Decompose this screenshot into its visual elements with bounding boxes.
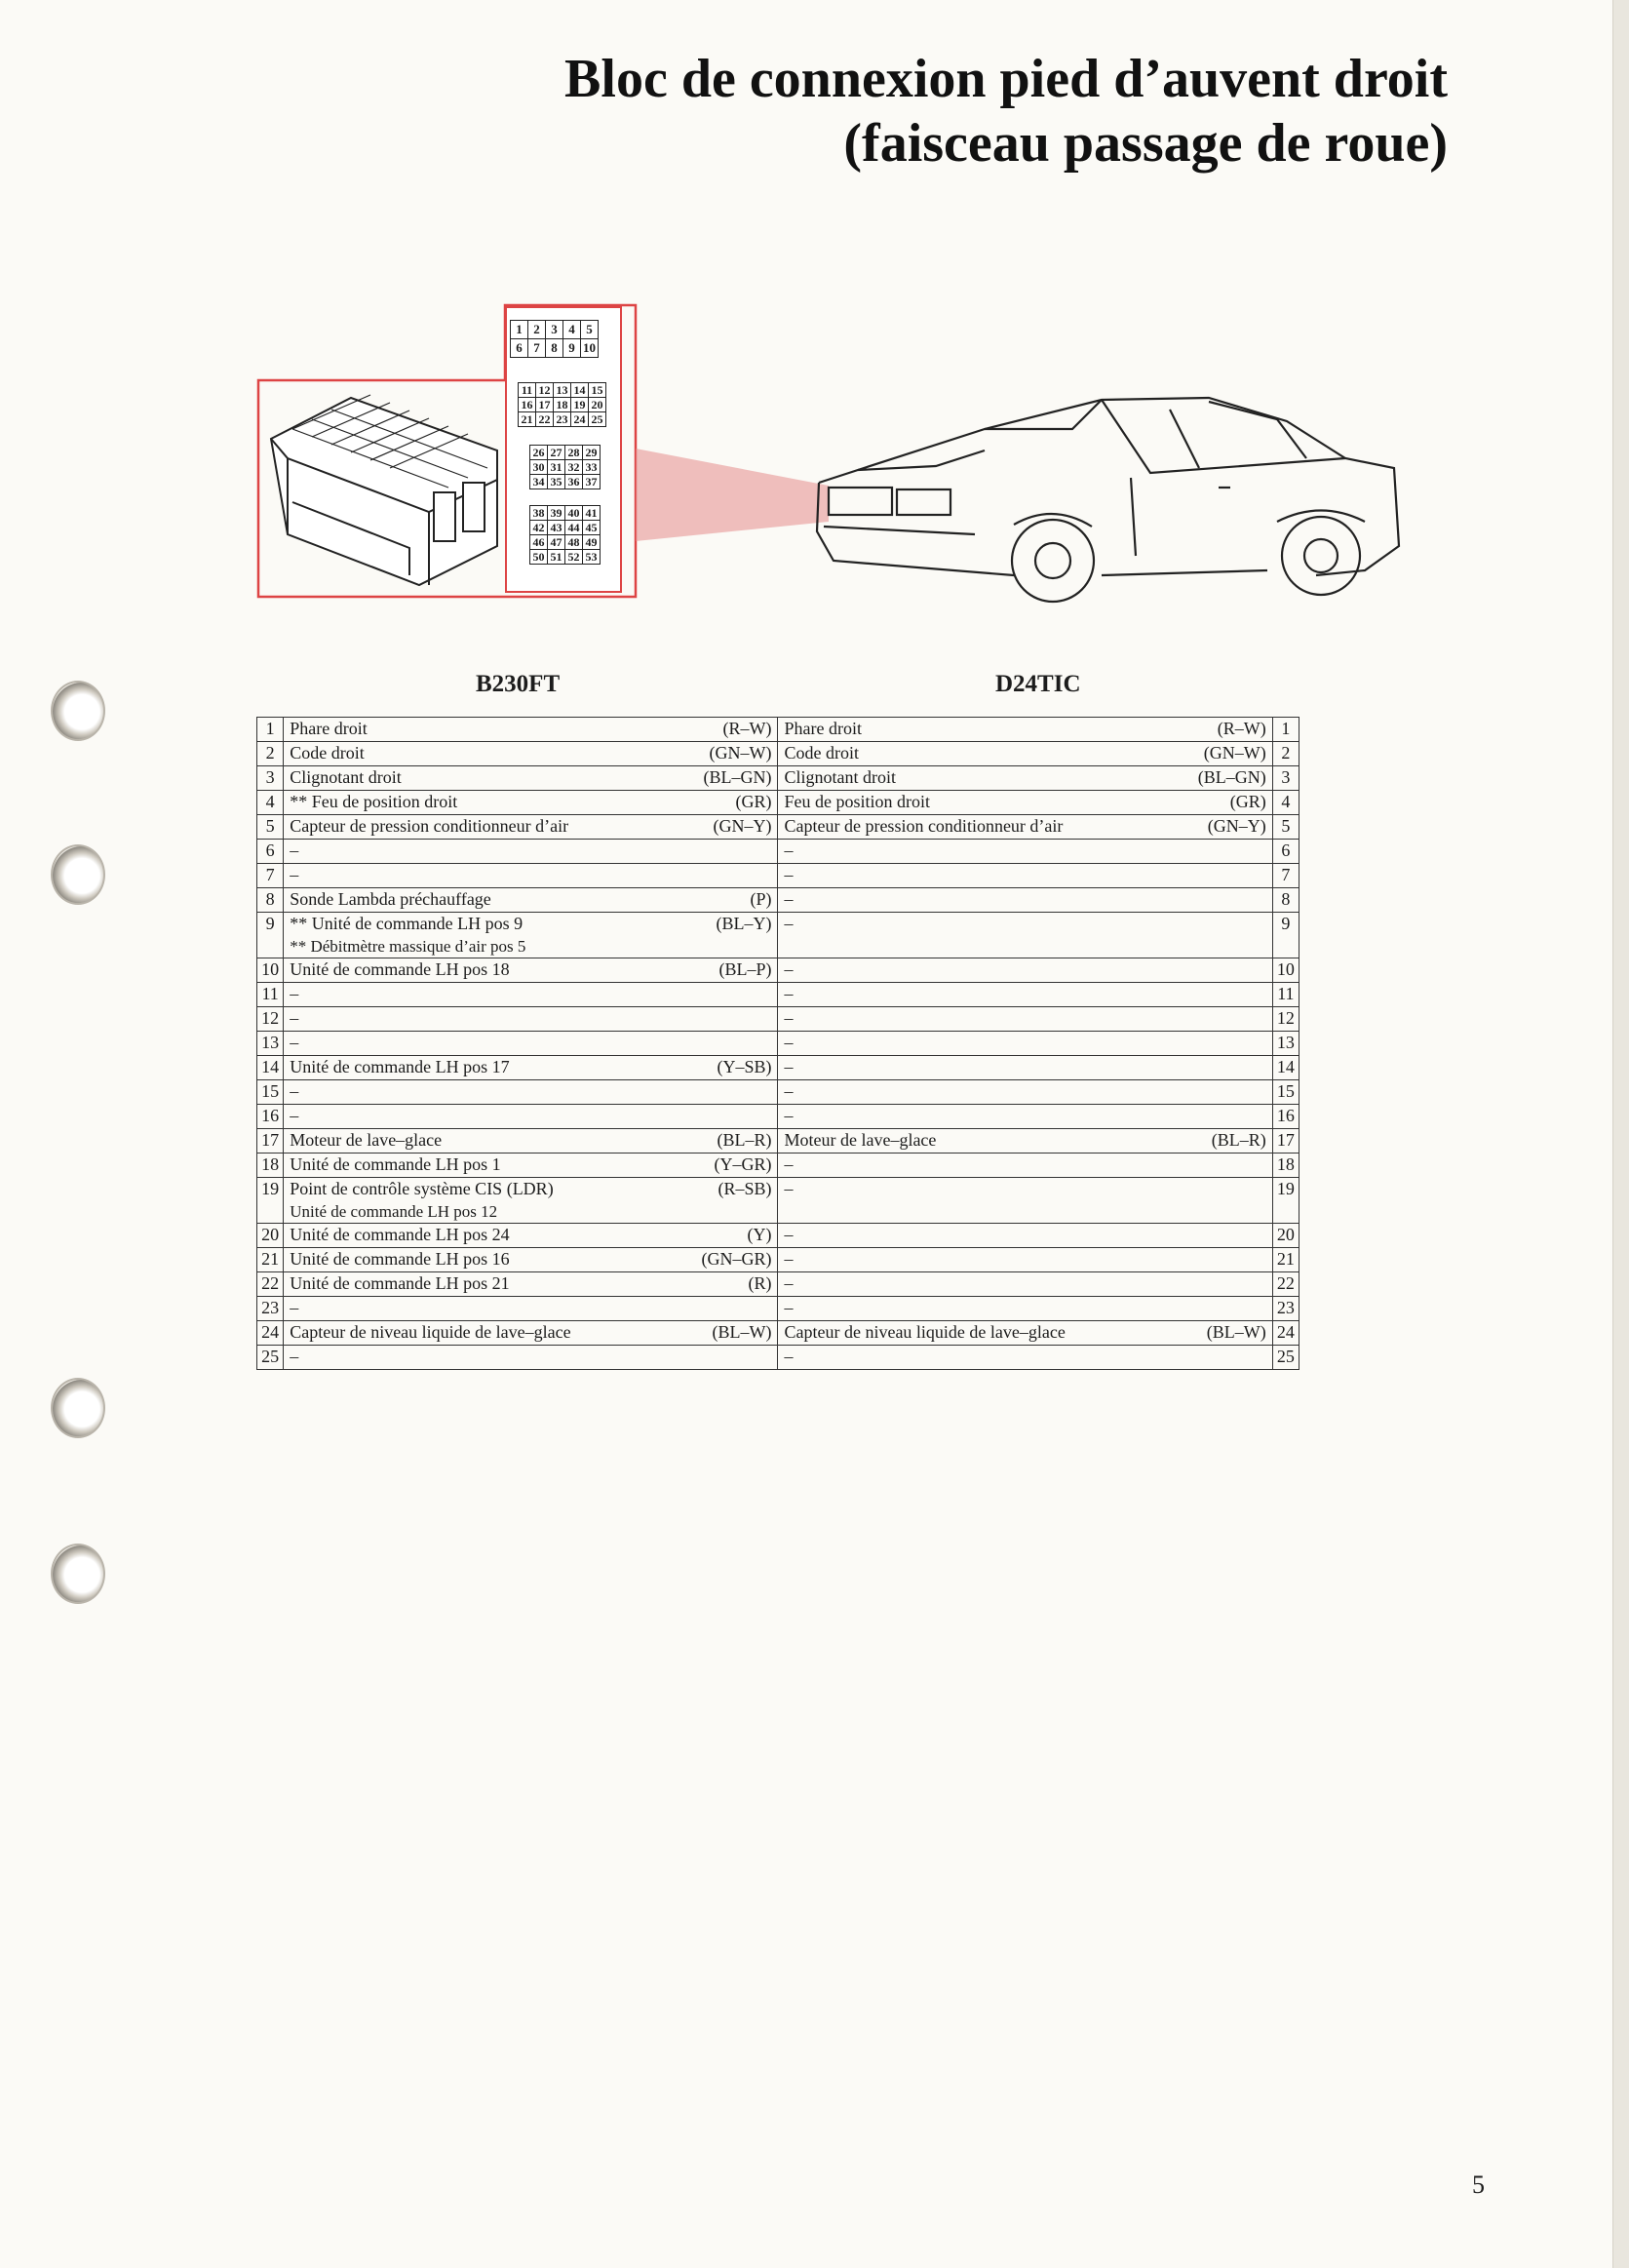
pin: 47 <box>548 535 565 550</box>
pin: 32 <box>565 460 583 475</box>
pin-number-right: 17 <box>1272 1129 1299 1154</box>
cell-left-text: – <box>290 1347 299 1366</box>
cell-right-code: (GR) <box>1229 792 1266 811</box>
table-row <box>257 1105 1299 1129</box>
cell-left <box>284 1032 778 1056</box>
cell-left-sub: ** Débitmètre massique d’air pos 5 <box>290 937 526 956</box>
car-drawing <box>817 398 1399 602</box>
pin: 10 <box>581 339 599 358</box>
cell-right-text: – <box>784 1057 794 1076</box>
pin: 9 <box>563 339 581 358</box>
cell-left <box>284 1056 778 1080</box>
cell-right-code: (BL–GN) <box>1197 767 1266 787</box>
cell-left-code: (BL–Y) <box>716 914 772 933</box>
cell-right-code: (BL–R) <box>1211 1130 1266 1150</box>
pin-number-right: 12 <box>1272 1007 1299 1032</box>
cell-left <box>284 1080 778 1105</box>
cell-left <box>284 1154 778 1178</box>
table-row <box>257 766 1299 791</box>
cell-left-text: Code droit <box>290 743 365 763</box>
pin-number-right: 2 <box>1272 742 1299 766</box>
pin-number-right: 7 <box>1272 864 1299 888</box>
cell-left <box>284 1346 778 1370</box>
cell-right-text: – <box>784 1179 794 1198</box>
table-row <box>257 840 1299 864</box>
pin-number-left: 2 <box>257 742 284 766</box>
pin-number-left: 20 <box>257 1224 284 1248</box>
table-row <box>257 1080 1299 1105</box>
cell-right <box>778 766 1272 791</box>
pin-number-left: 25 <box>257 1346 284 1370</box>
pin: 8 <box>546 339 563 358</box>
pin-number-right: 15 <box>1272 1080 1299 1105</box>
cell-right <box>778 1056 1272 1080</box>
binder-hole <box>51 1378 105 1438</box>
cell-left <box>284 1248 778 1272</box>
pin-number-right: 18 <box>1272 1154 1299 1178</box>
cell-right-text: – <box>784 1249 794 1269</box>
pin: 38 <box>530 506 548 521</box>
cell-left <box>284 718 778 742</box>
cell-left <box>284 1224 778 1248</box>
cell-right-text: – <box>784 1273 794 1293</box>
table-row <box>257 718 1299 742</box>
pin-number-left: 6 <box>257 840 284 864</box>
pin: 28 <box>565 446 583 460</box>
pin: 19 <box>571 398 589 412</box>
cell-right-text: Capteur de pression conditionneur d’air <box>784 816 1064 836</box>
pin: 2 <box>528 321 546 339</box>
cell-left-code: (BL–GN) <box>703 767 772 787</box>
cell-left-text: Phare droit <box>290 719 368 738</box>
pin: 16 <box>519 398 536 412</box>
cell-left <box>284 766 778 791</box>
pin: 21 <box>519 412 536 427</box>
pin: 34 <box>530 475 548 489</box>
cell-left <box>284 1321 778 1346</box>
cell-right <box>778 983 1272 1007</box>
cell-left-text: – <box>290 1106 299 1125</box>
cell-left-code: (R–W) <box>722 719 772 738</box>
pin: 13 <box>554 383 571 398</box>
cell-right <box>778 718 1272 742</box>
cell-left-text: – <box>290 1081 299 1101</box>
cell-left-text: ** Unité de commande LH pos 9 <box>290 914 524 933</box>
cell-right-text: – <box>784 1298 794 1317</box>
table-row <box>257 815 1299 840</box>
pin-number-right: 20 <box>1272 1224 1299 1248</box>
cell-right <box>778 840 1272 864</box>
cell-right-text: Capteur de niveau liquide de lave–glace <box>784 1322 1066 1342</box>
pin: 6 <box>511 339 528 358</box>
pin-number-left: 16 <box>257 1105 284 1129</box>
cell-right-text: Phare droit <box>784 719 862 738</box>
pin: 22 <box>536 412 554 427</box>
cell-left-text: ** Feu de position droit <box>290 792 458 811</box>
pinout-table <box>256 717 1299 1370</box>
cell-right-text: – <box>784 1106 794 1125</box>
pin: 12 <box>536 383 554 398</box>
cell-right-text: – <box>784 841 794 860</box>
cell-right <box>778 1248 1272 1272</box>
pin-number-left: 1 <box>257 718 284 742</box>
pin: 25 <box>589 412 606 427</box>
pin-number-right: 10 <box>1272 958 1299 983</box>
table-row <box>257 1272 1299 1297</box>
table-row <box>257 958 1299 983</box>
pin: 18 <box>554 398 571 412</box>
connector-block-drawing <box>271 395 497 585</box>
pin: 30 <box>530 460 548 475</box>
pin-number-left: 22 <box>257 1272 284 1297</box>
pin-number-right: 13 <box>1272 1032 1299 1056</box>
pin-number-right: 4 <box>1272 791 1299 815</box>
cell-left-text: – <box>290 1008 299 1028</box>
pin-number-right: 8 <box>1272 888 1299 913</box>
pin-number-left: 13 <box>257 1032 284 1056</box>
pin-number-left: 18 <box>257 1154 284 1178</box>
cell-right-text: – <box>784 1033 794 1052</box>
table-row <box>257 1297 1299 1321</box>
cell-right-code: (GN–Y) <box>1207 816 1266 836</box>
cell-right <box>778 742 1272 766</box>
pin-number-left: 17 <box>257 1129 284 1154</box>
table-row <box>257 1056 1299 1080</box>
cell-left-text: Unité de commande LH pos 16 <box>290 1249 510 1269</box>
cell-left-code: (BL–P) <box>718 959 772 979</box>
cell-left-code: (GN–W) <box>709 743 772 763</box>
cell-left-text: – <box>290 984 299 1003</box>
table-row <box>257 864 1299 888</box>
cell-left <box>284 1007 778 1032</box>
connector-illustration <box>0 0 1629 683</box>
pin: 49 <box>583 535 601 550</box>
binder-hole <box>51 844 105 905</box>
cell-left-code: (GN–Y) <box>713 816 772 836</box>
cell-left <box>284 791 778 815</box>
cell-right-text: – <box>784 959 794 979</box>
cell-left <box>284 888 778 913</box>
cell-left-text: Unité de commande LH pos 21 <box>290 1273 510 1293</box>
cell-left-text: – <box>290 1298 299 1317</box>
cell-left <box>284 742 778 766</box>
pin: 26 <box>530 446 548 460</box>
pin: 31 <box>548 460 565 475</box>
cell-left-text: Unité de commande LH pos 24 <box>290 1225 510 1244</box>
cell-left-text: Capteur de pression conditionneur d’air <box>290 816 569 836</box>
cell-left <box>284 1297 778 1321</box>
cell-right <box>778 1032 1272 1056</box>
pin-number-right: 3 <box>1272 766 1299 791</box>
cell-left <box>284 913 778 958</box>
pin-grid-lower-a <box>529 445 601 489</box>
pin: 29 <box>583 446 601 460</box>
cell-left-sub: Unité de commande LH pos 12 <box>290 1202 498 1221</box>
table-row <box>257 742 1299 766</box>
cell-right <box>778 864 1272 888</box>
binder-hole <box>51 1544 105 1604</box>
pin-number-left: 5 <box>257 815 284 840</box>
cell-left-code: (GN–GR) <box>701 1249 772 1269</box>
cell-left-text: Clignotant droit <box>290 767 402 787</box>
pin: 40 <box>565 506 583 521</box>
pin-number-right: 16 <box>1272 1105 1299 1129</box>
pin: 24 <box>571 412 589 427</box>
pin: 23 <box>554 412 571 427</box>
pin: 20 <box>589 398 606 412</box>
cell-left <box>284 958 778 983</box>
cell-left-code: (BL–R) <box>717 1130 772 1150</box>
cell-right-text: – <box>784 1008 794 1028</box>
title-line-1: Bloc de connexion pied d’auvent droit <box>564 49 1448 109</box>
cell-right-text: Feu de position droit <box>784 792 930 811</box>
pin-grid-upper <box>510 320 599 358</box>
table-row <box>257 1032 1299 1056</box>
page-number: 5 <box>1472 2170 1485 2199</box>
cell-right-text: – <box>784 1154 794 1174</box>
cell-left-text: Sonde Lambda préchauffage <box>290 889 491 909</box>
table-row <box>257 913 1299 958</box>
title-line-2: (faisceau passage de roue) <box>843 113 1448 174</box>
pin: 48 <box>565 535 583 550</box>
cell-left <box>284 983 778 1007</box>
pin-number-left: 23 <box>257 1297 284 1321</box>
cell-right <box>778 815 1272 840</box>
pin: 52 <box>565 550 583 565</box>
cell-left <box>284 864 778 888</box>
pin: 3 <box>546 321 563 339</box>
table-row <box>257 1224 1299 1248</box>
cell-right <box>778 958 1272 983</box>
cell-right <box>778 888 1272 913</box>
table-row <box>257 791 1299 815</box>
pin-number-left: 3 <box>257 766 284 791</box>
pin-number-left: 19 <box>257 1178 284 1224</box>
pin-number-left: 14 <box>257 1056 284 1080</box>
cell-right <box>778 1321 1272 1346</box>
table-row <box>257 1346 1299 1370</box>
cell-left-code: (BL–W) <box>712 1322 772 1342</box>
cell-right-text: Moteur de lave–glace <box>784 1130 937 1150</box>
cell-left-text: Unité de commande LH pos 18 <box>290 959 510 979</box>
cell-left <box>284 1178 778 1224</box>
pin-number-right: 24 <box>1272 1321 1299 1346</box>
cell-left-text: Capteur de niveau liquide de lave–glace <box>290 1322 571 1342</box>
cell-left-code: (Y–SB) <box>717 1057 772 1076</box>
pin-number-right: 22 <box>1272 1272 1299 1297</box>
cell-right <box>778 1080 1272 1105</box>
cell-right-text: Clignotant droit <box>784 767 896 787</box>
pin: 4 <box>563 321 581 339</box>
table-row <box>257 1154 1299 1178</box>
pin-number-right: 5 <box>1272 815 1299 840</box>
cell-left-text: Moteur de lave–glace <box>290 1130 443 1150</box>
cell-left-text: Unité de commande LH pos 17 <box>290 1057 510 1076</box>
pin-number-left: 10 <box>257 958 284 983</box>
pin: 11 <box>519 383 536 398</box>
pin-grid-lower-b <box>529 505 601 565</box>
pin: 17 <box>536 398 554 412</box>
cell-right-code: (BL–W) <box>1206 1322 1266 1342</box>
table-row <box>257 1129 1299 1154</box>
pin-number-left: 11 <box>257 983 284 1007</box>
table-row <box>257 1321 1299 1346</box>
cell-left-text: Point de contrôle système CIS (LDR) <box>290 1179 554 1198</box>
pin-number-left: 15 <box>257 1080 284 1105</box>
cell-left-text: – <box>290 1033 299 1052</box>
cell-right <box>778 1224 1272 1248</box>
pin: 36 <box>565 475 583 489</box>
pin-number-right: 19 <box>1272 1178 1299 1224</box>
pin: 44 <box>565 521 583 535</box>
pin-number-right: 1 <box>1272 718 1299 742</box>
table-row <box>257 1248 1299 1272</box>
pin-number-right: 23 <box>1272 1297 1299 1321</box>
cell-right <box>778 1105 1272 1129</box>
pin: 43 <box>548 521 565 535</box>
pin: 42 <box>530 521 548 535</box>
cell-left-code: (GR) <box>735 792 772 811</box>
pin-number-left: 4 <box>257 791 284 815</box>
pin: 1 <box>511 321 528 339</box>
cell-left <box>284 815 778 840</box>
pin: 50 <box>530 550 548 565</box>
pin: 27 <box>548 446 565 460</box>
cell-left-text: Unité de commande LH pos 1 <box>290 1154 501 1174</box>
cell-left-code: (P) <box>750 889 772 909</box>
cell-left-code: (Y–GR) <box>714 1154 772 1174</box>
cell-right <box>778 1007 1272 1032</box>
cell-right-text: – <box>784 914 794 933</box>
cell-right <box>778 913 1272 958</box>
pin: 5 <box>581 321 599 339</box>
pin-number-left: 7 <box>257 864 284 888</box>
pin: 35 <box>548 475 565 489</box>
pin-number-right: 6 <box>1272 840 1299 864</box>
cell-right-code: (GN–W) <box>1203 743 1266 763</box>
table-row <box>257 1007 1299 1032</box>
table-row <box>257 983 1299 1007</box>
cell-right-text: – <box>784 984 794 1003</box>
pin-number-left: 12 <box>257 1007 284 1032</box>
cell-right-text: Code droit <box>784 743 859 763</box>
pin: 7 <box>528 339 546 358</box>
pin: 46 <box>530 535 548 550</box>
pin-number-left: 24 <box>257 1321 284 1346</box>
cell-left-code: (R) <box>748 1273 772 1293</box>
table-row <box>257 888 1299 913</box>
cell-left-code: (R–SB) <box>718 1179 772 1198</box>
pin-number-right: 21 <box>1272 1248 1299 1272</box>
cell-right-text: – <box>784 865 794 884</box>
pin: 37 <box>583 475 601 489</box>
pin-number-left: 21 <box>257 1248 284 1272</box>
pin: 14 <box>571 383 589 398</box>
pin: 51 <box>548 550 565 565</box>
cell-left-text: – <box>290 841 299 860</box>
cell-right-text: – <box>784 1225 794 1244</box>
pin-number-left: 8 <box>257 888 284 913</box>
pin-number-left: 9 <box>257 913 284 958</box>
pin-number-right: 14 <box>1272 1056 1299 1080</box>
engine-label-left: B230FT <box>476 671 561 697</box>
pin-number-right: 11 <box>1272 983 1299 1007</box>
cell-right-text: – <box>784 889 794 909</box>
cell-left <box>284 1272 778 1297</box>
pin-grid-middle <box>518 382 606 427</box>
pin-number-right: 9 <box>1272 913 1299 958</box>
cell-right-code: (R–W) <box>1217 719 1266 738</box>
cell-right <box>778 1346 1272 1370</box>
pin: 41 <box>583 506 601 521</box>
cell-left-code: (Y) <box>747 1225 772 1244</box>
cell-right <box>778 1272 1272 1297</box>
cell-right-text: – <box>784 1347 794 1366</box>
cell-left <box>284 1129 778 1154</box>
table-row <box>257 1178 1299 1224</box>
cell-right <box>778 1178 1272 1224</box>
pin: 53 <box>583 550 601 565</box>
cell-right <box>778 1154 1272 1178</box>
pin: 45 <box>583 521 601 535</box>
cell-left-text: – <box>290 865 299 884</box>
cell-left <box>284 1105 778 1129</box>
cell-left <box>284 840 778 864</box>
cell-right-text: – <box>784 1081 794 1101</box>
pin: 39 <box>548 506 565 521</box>
pin: 15 <box>589 383 606 398</box>
cell-right <box>778 791 1272 815</box>
cell-right <box>778 1297 1272 1321</box>
pin: 33 <box>583 460 601 475</box>
cell-right <box>778 1129 1272 1154</box>
binder-hole <box>51 681 105 741</box>
pin-number-right: 25 <box>1272 1346 1299 1370</box>
engine-label-right: D24TIC <box>995 671 1081 697</box>
